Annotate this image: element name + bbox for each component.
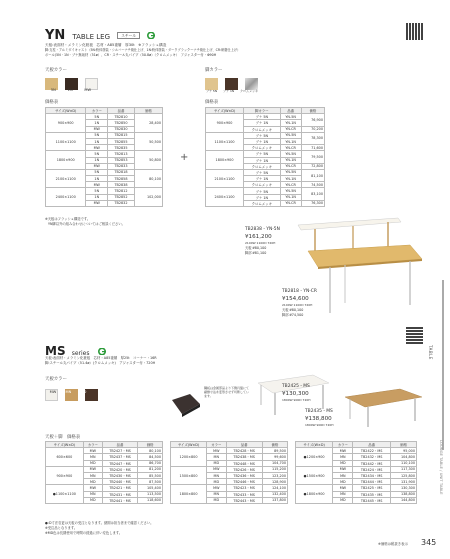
table-cell: TB2422・MS <box>353 448 390 454</box>
table-cell: YN-1N <box>280 176 301 182</box>
table-cell: 2100×1100 <box>206 169 244 188</box>
ms-name: series <box>71 350 90 357</box>
table-cell: 5N <box>86 188 108 194</box>
table-cell: MD <box>207 479 226 485</box>
material-badge: スチール <box>117 32 140 39</box>
table-cell: 1N <box>86 194 108 200</box>
col-header: 脚カラー <box>244 108 280 114</box>
table-cell: MW <box>333 466 353 472</box>
yn-spec-3: ボール(5N・1N・ブナ無垢材（51ø）、CR・スチール丸パイプ（50.8ø）（クロムメッキ） アジャスター付・Φ90H <box>45 53 217 57</box>
swatch-label: MD <box>80 390 87 394</box>
table-cell: 900×900 <box>46 466 84 485</box>
table-cell: 72,800 <box>301 163 324 169</box>
table-cell: MD <box>333 497 353 503</box>
table-row <box>206 169 325 175</box>
table-cell: クロムメッキ <box>244 145 280 151</box>
swatch-label: ブナ 1N <box>222 89 235 93</box>
table-cell: YN-5N <box>280 114 301 120</box>
edge-detail-image <box>170 392 202 418</box>
swatch-label: MN <box>65 390 72 394</box>
table-cell: ブナ 1N <box>244 176 280 182</box>
table-cell: 86,700 <box>138 460 163 466</box>
table-cell: 105,400 <box>138 485 163 491</box>
ms-product1-price: ¥130,300 <box>282 391 309 397</box>
table-cell: 900×900 <box>46 114 86 133</box>
yn-name: TABLE LEG <box>72 33 111 41</box>
swatch-label: MW <box>49 390 57 394</box>
table-cell: TB2444・MS <box>353 479 390 485</box>
table-cell: 50,800 <box>134 151 162 170</box>
table-cell: 123,200 <box>262 472 287 478</box>
ms-price-table-b <box>170 441 288 504</box>
table-cell: 104,800 <box>390 454 416 460</box>
yn-product2-size: 2100W 1100D 720H <box>282 303 313 307</box>
page-number: 345 <box>421 538 437 547</box>
table-row <box>206 132 325 138</box>
table-cell: MN <box>83 454 102 460</box>
yn-product2-price: ¥154,600 <box>282 296 309 302</box>
ms-edge-note: 鋼板は金属部品より下側円盤にて繊維寸法を変形させず切断しています。 <box>204 386 250 398</box>
swatch-label: 1N <box>67 88 73 92</box>
table-cell: TB2433・MS <box>226 491 262 497</box>
table-cell: 80,100 <box>138 448 163 454</box>
col-header: カラー <box>333 442 353 448</box>
ms-note-3: ※MD色は長期使用で時間の経過に伴い変色します。 <box>45 531 123 535</box>
table-cell: 71,600 <box>301 145 324 151</box>
plus-icon: + <box>180 152 189 163</box>
table-cell: TB2424・MS <box>353 466 390 472</box>
table-cell: ●1100×1100 <box>46 485 84 504</box>
table-cell: 1500×800 <box>171 466 207 485</box>
table-cell: TB2437・MS <box>102 454 137 460</box>
yn-note-2: YN脚以外の組み合わせについてはご相談ください。 <box>48 222 125 226</box>
side-label-lounge: LOUNGE TABLE / UNIT TABLE <box>439 440 444 495</box>
col-header: 品番 <box>353 442 390 448</box>
table-cell: TB2443・MS <box>226 497 262 503</box>
table-cell: TB2833 <box>108 163 135 169</box>
table-cell: YN-1N <box>280 194 301 200</box>
table-cell: 76,300 <box>301 200 324 206</box>
table-cell: 81,100 <box>301 169 324 181</box>
table-cell: TB2423・MS <box>226 485 262 491</box>
table-cell: ●1800×900 <box>296 485 333 504</box>
table-cell: TB2447・MS <box>102 460 137 466</box>
yn-product1-price: ¥161,200 <box>245 234 272 240</box>
table-cell: TB2858 <box>108 176 135 182</box>
table-cell: 74,500 <box>301 182 324 188</box>
yn-product1-size: 2100W 1100D 720H <box>245 241 276 245</box>
green-mark-icon <box>147 24 155 31</box>
swatch-label: 5N <box>50 88 56 92</box>
table-cell: 113,500 <box>138 491 163 497</box>
table-cell: クロムメッキ <box>244 200 280 206</box>
table-cell: YN-1N <box>280 157 301 163</box>
table-cell: 1800×800 <box>171 485 207 504</box>
yn-product1-top: 天板:¥80,100 <box>245 246 267 250</box>
col-header: 品番 <box>102 442 137 448</box>
table-cell: TB2852 <box>108 194 135 200</box>
table-cell: 99,600 <box>262 454 287 460</box>
table-cell: MW <box>333 485 353 491</box>
table-cell: 2400×1100 <box>46 188 86 207</box>
yn-spec-2: 脚:支柱・アルミダイキャスト（5N:粉体塗装・シルバーナチ焼仕上げ、1N:粉体塗装・ダークブラックーナチ焼仕上げ、CR:研磨仕上げ） <box>45 48 241 52</box>
yn-product1-code: TB2838・YN-5N <box>245 227 280 232</box>
table-cell: 1N <box>86 138 108 144</box>
table-cell: TB2855 <box>108 138 135 144</box>
table-cell: 1100×1100 <box>46 132 86 151</box>
table-cell: TB2812 <box>108 188 135 194</box>
table-cell: 102,000 <box>134 188 162 207</box>
col-header: 品番 <box>226 442 262 448</box>
table-cell: ブナ 1N <box>244 120 280 126</box>
table-cell: 130,300 <box>390 485 416 491</box>
table-cell: MD <box>333 479 353 485</box>
table-cell: TB2448・MS <box>226 460 262 466</box>
col-header: カラー <box>86 108 108 114</box>
table-cell: 28,400 <box>134 114 162 133</box>
yn-header <box>45 24 155 43</box>
ms-table-image-2 <box>340 385 425 430</box>
table-cell: 2100×1100 <box>46 169 86 188</box>
col-header: 価格 <box>138 442 163 448</box>
yn-spec-1: 天板:表面材・メラミン化粧板 芯材・A85複層 厚30t ※フラッシュ構造 <box>45 43 167 47</box>
table-cell: 600×600 <box>46 448 84 467</box>
ms-product1-size: 1800W 900D 720H <box>282 398 311 402</box>
table-cell: 87,500 <box>138 479 163 485</box>
table-cell: TB2446・MS <box>226 479 262 485</box>
yn-price-label: 価格表 <box>45 100 59 105</box>
table-cell: MN <box>207 454 226 460</box>
table-cell: 5N <box>86 151 108 157</box>
table-cell: MW <box>333 448 353 454</box>
ms-top-color-label: 天板カラー <box>45 377 67 382</box>
table-cell: TB2445・MS <box>353 497 390 503</box>
table-cell: MN <box>333 454 353 460</box>
table-cell: 131,900 <box>390 479 416 485</box>
table-row <box>206 188 325 194</box>
table-cell: クロムメッキ <box>244 126 280 132</box>
ms-note-2: ※受注品となります。 <box>45 526 78 530</box>
table-cell: 50,500 <box>134 132 162 151</box>
table-cell: TB2818 <box>108 169 135 175</box>
col-header: カラー <box>207 442 226 448</box>
table-cell: YN-5N <box>280 169 301 175</box>
table-cell: MN <box>83 472 102 478</box>
table-cell: TB2435・MS <box>353 491 390 497</box>
table-cell: MD <box>207 460 226 466</box>
swatch-label: MW <box>84 88 92 92</box>
table-cell: 138,800 <box>390 491 416 497</box>
table-cell: 5N <box>86 169 108 175</box>
table-cell: TB2810 <box>108 114 135 120</box>
table-cell: 137,800 <box>262 497 287 503</box>
table-cell: 1N <box>86 157 108 163</box>
yn-top-price-table <box>45 107 163 207</box>
col-header: サイズ(W×D) <box>171 442 207 448</box>
ms-price-table-c <box>295 441 417 504</box>
table-cell: クロムメッキ <box>244 182 280 188</box>
table-cell: YN-5N <box>280 151 301 157</box>
ms-top-swatches <box>45 386 98 405</box>
table-cell: MW <box>86 163 108 169</box>
yn-product2-top: 天板:¥80,100 <box>282 308 304 312</box>
table-cell: 124,100 <box>262 485 287 491</box>
yn-code: YN <box>45 28 66 43</box>
table-cell: 1200×800 <box>171 448 207 467</box>
table-cell: TB2813 <box>108 151 135 157</box>
table-cell: TB2850 <box>108 120 135 126</box>
table-cell: 118,600 <box>138 497 163 503</box>
table-cell: 1800×900 <box>46 151 86 170</box>
table-cell: ブナ 5N <box>244 188 280 194</box>
table-cell: TB2440・MS <box>102 479 137 485</box>
table-cell: 1800×900 <box>206 151 244 170</box>
table-cell: ●1500×900 <box>296 466 333 485</box>
yn-leg-swatch-labels <box>203 89 261 93</box>
table-cell: TB2441・MS <box>102 497 137 503</box>
col-header: 品番 <box>108 108 135 114</box>
ms-swatch-labels <box>45 390 91 394</box>
table-cell: MW <box>83 485 102 491</box>
table-cell: TB2442・MS <box>353 460 390 466</box>
table-cell: MN <box>333 472 353 478</box>
col-header: サイズ(W×D) <box>206 108 244 114</box>
col-header: サイズ(W×D) <box>296 442 333 448</box>
table-cell: 70,200 <box>301 126 324 132</box>
table-cell: TB2428・MS <box>226 448 262 454</box>
table-cell: 83,100 <box>301 188 324 200</box>
table-cell: MN <box>333 491 353 497</box>
table-cell: 2400×1100 <box>206 188 244 207</box>
table-cell: TB2432・MS <box>353 454 390 460</box>
table-cell: MW <box>207 448 226 454</box>
green-mark-icon <box>98 340 106 347</box>
table-cell: MN <box>207 472 226 478</box>
ms-product2-size: 1800W 900D 720H <box>305 423 334 427</box>
table-cell: 5N <box>86 114 108 120</box>
table-cell: 117,300 <box>390 466 416 472</box>
table-cell: MW <box>86 200 108 206</box>
table-cell: 132,400 <box>262 491 287 497</box>
swatch-label: ブナ 5N <box>205 89 218 93</box>
table-cell: 110,100 <box>390 460 416 466</box>
yn-note-1: ※天板はフラッシュ構造です。 <box>45 217 91 221</box>
table-cell: MW <box>86 145 108 151</box>
table-cell: YN-CR <box>280 163 301 169</box>
table-cell: TB2436・MS <box>226 472 262 478</box>
table-cell: TB2431・MS <box>102 491 137 497</box>
yn-leg-color-label: 脚カラー <box>205 68 223 73</box>
table-cell: 900×900 <box>206 114 244 133</box>
table-cell: ブナ 5N <box>244 132 280 138</box>
table-cell: YN-5N <box>280 132 301 138</box>
table-cell: MW <box>83 466 102 472</box>
table-cell: ブナ 1N <box>244 194 280 200</box>
table-cell: 78,300 <box>301 132 324 144</box>
yn-top-swatch-labels <box>45 88 97 92</box>
table-cell: MW <box>207 485 226 491</box>
table-row <box>206 151 325 157</box>
ms-spec-2: 脚:スチール丸パイプ（51.4ø）(クロムメッキ) アジャスター付・720H <box>45 361 156 365</box>
side-rule <box>442 280 444 450</box>
table-cell: ブナ 1N <box>244 138 280 144</box>
table-cell: MW <box>83 448 102 454</box>
table-cell: TB2425・MS <box>353 485 390 491</box>
table-cell: TB2421・MS <box>102 485 137 491</box>
col-header: 品番 <box>280 108 301 114</box>
table-cell: MN <box>207 491 226 497</box>
table-cell: TB2420・MS <box>102 466 137 472</box>
table-cell: TB2434・MS <box>353 472 390 478</box>
table-cell: TB2815 <box>108 132 135 138</box>
table-cell: MD <box>207 497 226 503</box>
col-header: 価格 <box>262 442 287 448</box>
table-cell: MW <box>207 466 226 472</box>
table-cell: YN-CR <box>280 182 301 188</box>
yn-product2-code: TB2818・YN-CR <box>282 289 317 294</box>
table-cell: ブナ 1N <box>244 157 280 163</box>
table-cell: TB2430・MS <box>102 472 137 478</box>
ms-price-table-a <box>45 441 163 504</box>
table-cell: YN-5N <box>280 188 301 194</box>
table-cell: MW <box>86 126 108 132</box>
table-cell: 81,200 <box>138 466 163 472</box>
ms-spec-1: 天板:表面材・メラミン化粧板 芯材・A85複層 厚25t コーナー・16R <box>45 356 157 360</box>
table-cell: YN-1N <box>280 138 301 144</box>
yn-product2-leg: 脚部:¥74,500 <box>282 313 304 317</box>
table-cell: YN-1N <box>280 120 301 126</box>
table-cell: TB2427・MS <box>102 448 137 454</box>
table-cell: 1N <box>86 176 108 182</box>
table-cell: 1N <box>86 120 108 126</box>
table-cell: 104,700 <box>262 460 287 466</box>
table-cell: 89,500 <box>262 448 287 454</box>
table-cell: ブナ 5N <box>244 169 280 175</box>
table-cell: 1100×1100 <box>206 132 244 151</box>
table-row <box>206 114 325 120</box>
table-cell: MD <box>83 479 102 485</box>
col-header: サイズ(W×D) <box>46 108 86 114</box>
table-cell: MW <box>86 182 108 188</box>
col-header: 価格 <box>301 108 324 114</box>
table-cell: 5N <box>86 132 108 138</box>
yn-leg-price-label: 価格表 <box>205 100 219 105</box>
table-cell: 144,800 <box>390 497 416 503</box>
table-cell: 128,900 <box>262 479 287 485</box>
table-cell: MD <box>83 497 102 503</box>
table-cell: YN-CR <box>280 200 301 206</box>
table-cell: TB2835 <box>108 145 135 151</box>
table-cell: TB2830 <box>108 126 135 132</box>
yn-top-color-label: 天板カラー <box>45 68 67 73</box>
table-cell: 76,900 <box>301 114 324 126</box>
table-cell: 79,500 <box>301 151 324 163</box>
ms-product2-code: TB2435・MS <box>305 409 333 414</box>
ms-note-1: ●:D寸法変更は天板の受注となります。納期は担当者まで確認ください。 <box>45 521 154 525</box>
table-cell: TB2438・MS <box>226 454 262 460</box>
ms-code: MS <box>45 344 66 358</box>
col-header: 価格 <box>134 108 162 114</box>
table-cell: クロムメッキ <box>244 163 280 169</box>
table-cell: TB2832 <box>108 200 135 206</box>
table-cell: TB2426・MS <box>226 466 262 472</box>
table-cell: ブナ 5N <box>244 151 280 157</box>
table-cell: ブナ 5N <box>244 114 280 120</box>
table-cell: 84,500 <box>138 454 163 460</box>
col-header: カラー <box>83 442 102 448</box>
qr-code-icon <box>406 327 423 344</box>
swatch-label: クロムメッキ <box>240 89 259 93</box>
yn-leg-price-table <box>205 107 325 207</box>
table-cell: YN-CR <box>280 126 301 132</box>
table-cell: 80,100 <box>134 169 162 188</box>
table-cell: TB2838 <box>108 182 135 188</box>
table-cell: YN-CR <box>280 145 301 151</box>
side-label-table: TABLE <box>428 345 433 360</box>
table-cell: 125,800 <box>390 472 416 478</box>
table-cell: 115,200 <box>262 466 287 472</box>
table-cell: ●1200×900 <box>296 448 333 467</box>
table-cell: 95,000 <box>390 448 416 454</box>
ms-product1-code: TB2425・MS <box>282 384 310 389</box>
col-header: サイズ(W×D) <box>46 442 84 448</box>
ms-product2-price: ¥138,800 <box>305 416 332 422</box>
table-cell: MN <box>83 491 102 497</box>
yn-table-image-2 <box>300 243 425 323</box>
table-cell: MD <box>333 460 353 466</box>
qr-code-icon <box>406 23 423 40</box>
ms-price-label: 天板＋脚 価格表 <box>45 435 81 440</box>
yn-product1-leg: 脚部:¥81,100 <box>245 251 267 255</box>
table-cell: 85,500 <box>138 472 163 478</box>
col-header: 価格 <box>390 442 416 448</box>
tax-note: ※価格は税抜き表示 <box>378 542 408 546</box>
table-cell: MD <box>83 460 102 466</box>
table-cell: TB2853 <box>108 157 135 163</box>
